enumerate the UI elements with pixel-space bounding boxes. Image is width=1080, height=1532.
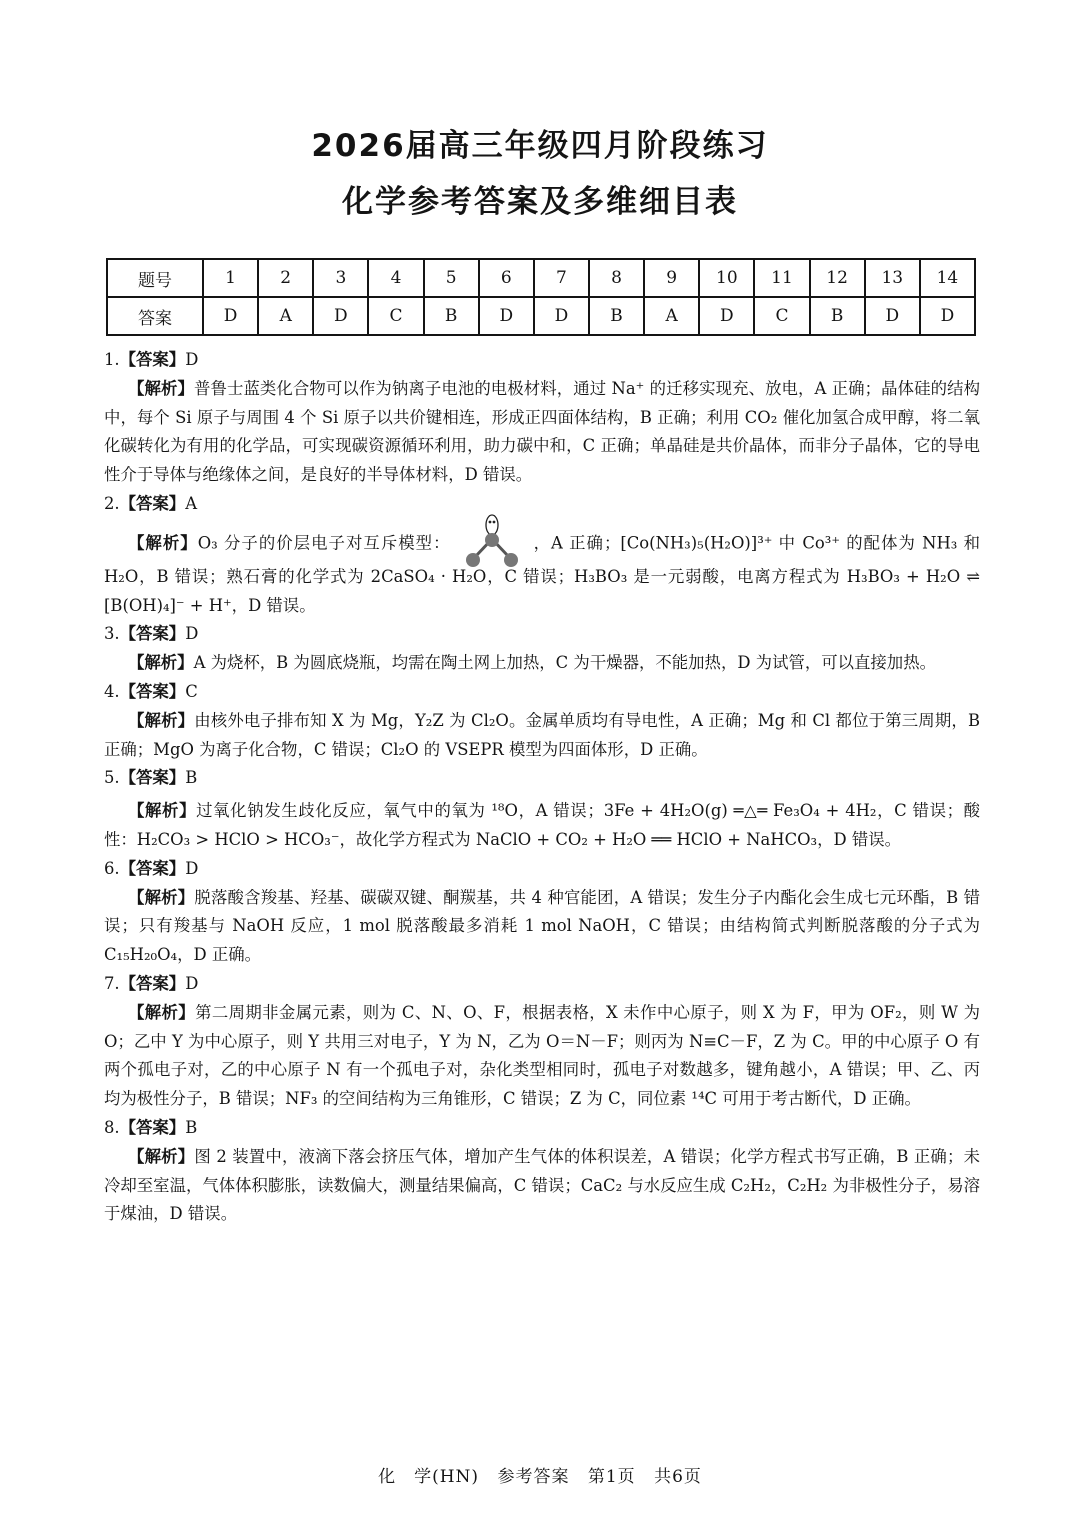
answer-cell: C: [754, 297, 809, 335]
answer-tag: 【答案】: [119, 858, 186, 878]
analysis-tag: 【解析】: [128, 653, 194, 673]
analysis-tag: 【解析】: [128, 887, 195, 907]
answer-tag: 【答案】: [119, 768, 186, 788]
analysis-line: [104, 884, 980, 970]
question-number: 13: [865, 259, 920, 297]
footer-subject: 化 学(HN): [378, 1467, 480, 1487]
analysis-tag: 【解析】: [128, 1146, 195, 1166]
page-title: 2026届高三年级四月阶段练习: [311, 128, 769, 164]
answer-line: [104, 855, 980, 884]
answer-value: D: [185, 973, 199, 993]
analysis-text: O₃ 分子的价层电子对互斥模型：: [197, 533, 451, 553]
answer-tag: 【答案】: [119, 1117, 186, 1137]
page-subtitle: 化学参考答案及多维细目表: [342, 184, 738, 220]
question-number: 3: [313, 259, 368, 297]
analysis-line: [104, 1143, 980, 1229]
answer-table-answer-row: [107, 297, 975, 335]
answer-cell: D: [479, 297, 534, 335]
question-num: 6.: [104, 858, 120, 878]
analysis-tag: 【解析】: [128, 710, 195, 730]
question-number: 1: [203, 259, 258, 297]
answer-cell: B: [424, 297, 479, 335]
answer-line: [104, 1114, 980, 1143]
question-num: 7.: [104, 973, 120, 993]
question-number: 6: [479, 259, 534, 297]
analysis-text-continued: ，A 正确；[Co(NH₃)₅(H₂O)]³⁺ 中 Co³⁺ 的配体为 NH₃ 和 H₂O，B 错误；熟石膏的化学式为 2CaSO₄ · H₂O，C 错误；H₃BO₃ 是一元弱酸，电离方程式为 H₃BO₃ + H₂O ⇌ [B(OH)₄]⁻ + H⁺，D 错误。: [104, 533, 981, 615]
question-num: 2.: [104, 493, 120, 513]
question-number: 7: [534, 259, 589, 297]
answer-value: D: [185, 350, 199, 369]
question-block: [104, 764, 980, 854]
analysis-text: 第二周期非金属元素，则为 C、N、O、F，根据表格，X 未作中心原子，则 X 为 F，甲为 OF₂，则 W 为 O；乙中 Y 为中心原子，则 Y 共用三对电子，Y 为 N，乙为 O＝N－F；则丙为 N≡C－F，Z 为 C。甲的中心原子 O 有两个孤电子对，乙的中心原子 N 有一个孤电子对，杂化类型相同时，孤电子对数越多，键角越小，A 错误；甲、乙、丙均为极性分子，B 错误；NF₃ 的空间结构为三角锥形，C 错误；Z 为 C，同位素 ¹⁴C 可用于考古断代，D 正确。: [104, 1002, 980, 1109]
question-block: [104, 620, 980, 678]
page-footer: [0, 1462, 1080, 1487]
question-number: 2: [258, 259, 313, 297]
answer-label: 答案: [107, 297, 203, 335]
answer-value: D: [185, 624, 199, 644]
question-block: [104, 678, 980, 764]
answer-value: D: [185, 858, 199, 878]
answer-value: B: [185, 1117, 198, 1137]
answer-cell: D: [313, 297, 368, 335]
question-number: 11: [754, 259, 809, 297]
answer-tag: 【答案】: [119, 973, 186, 993]
footer-page-number: 第1页: [587, 1467, 636, 1487]
answer-cell: A: [644, 297, 699, 335]
answer-cell: C: [368, 297, 423, 335]
answer-line: [104, 970, 980, 999]
question-block: [104, 346, 980, 490]
analysis-line: [104, 707, 980, 765]
analysis-text: 过氧化钠发生歧化反应，氧气中的氧为 ¹⁸O，A 错误；3Fe + 4H₂O(g) ═△═ Fe₃O₄ + 4H₂，C 错误；酸性：H₂CO₃ > HClO > HCO₃⁻，故化学方程式为 NaClO + CO₂ + H₂O ══ HClO + NaHCO₃，D 错误。: [104, 801, 981, 849]
question-block: [104, 970, 980, 1114]
answer-table-header-row: [107, 259, 975, 297]
answer-cell: D: [920, 297, 975, 335]
analysis-text: A 为烧杯，B 为圆底烧瓶，均需在陶土网上加热，C 为干燥器，不能加热，D 为试管，可以直接加热。: [193, 653, 936, 673]
answer-cell: D: [865, 297, 920, 335]
answer-value: C: [185, 681, 198, 701]
answer-line: [104, 490, 980, 519]
analysis-line: [104, 999, 980, 1114]
analysis-text: 图 2 装置中，液滴下落会挤压气体，增加产生气体的体积误差，A 错误；化学方程式书写正确，B 正确；未冷却至室温，气体体积膨胀，读数偏大，测量结果偏高，C 错误；CaC₂ 与水反应生成 C₂H₂，C₂H₂ 为非极性分子，易溶于煤油，D 错误。: [104, 1146, 980, 1224]
question-num: 1.: [104, 350, 120, 369]
analysis-tag: 【解析】: [128, 378, 194, 398]
question-num: 4.: [104, 681, 120, 701]
analysis-tag: 【解析】: [128, 1002, 196, 1022]
answer-tag: 【答案】: [119, 350, 186, 369]
question-number: 8: [589, 259, 644, 297]
explanations: [104, 346, 980, 1229]
question-number: 10: [699, 259, 754, 297]
answer-line: [104, 764, 980, 793]
answer-cell: D: [699, 297, 754, 335]
footer-total-pages: 共6页: [654, 1467, 702, 1487]
question-block: [104, 855, 980, 970]
question-num: 5.: [104, 768, 120, 788]
answer-value: A: [185, 493, 198, 513]
answer-cell: A: [258, 297, 313, 335]
question-number: 4: [368, 259, 423, 297]
answer-cell: D: [203, 297, 258, 335]
question-number: 5: [424, 259, 479, 297]
analysis-line: [104, 525, 980, 621]
answer-tag: 【答案】: [119, 493, 186, 513]
analysis-text: 脱落酸含羧基、羟基、碳碳双键、酮羰基，共 4 种官能团，A 错误；发生分子内酯化会生成七元环酯，B 错误；只有羧基与 NaOH 反应，1 mol 脱落酸最多消耗 1 mol NaOH，C 错误；由结构简式判断脱落酸的分子式为 C₁₅H₂₀O₄，D 正确。: [104, 887, 980, 965]
answer-table: [106, 258, 976, 336]
footer-doc-type: 参考答案: [497, 1467, 570, 1487]
answer-line: [104, 678, 980, 707]
question-num: 3.: [104, 624, 120, 644]
analysis-text: 普鲁士蓝类化合物可以作为钠离子电池的电极材料，通过 Na⁺ 的迁移实现充、放电，A 正确；晶体硅的结构中，每个 Si 原子与周围 4 个 Si 原子以共价键相连，形成正四面体结构，B 正确；利用 CO₂ 催化加氢合成甲醇，将二氧化碳转化为有用的化学品，可实现碳资源循环利用，助力碳中和，C 正确；单晶硅是共价晶体，而非分子晶体，它的导电性介于导体与绝缘体之间，是良好的半导体材料，D 错误。: [104, 378, 981, 485]
answer-cell: B: [589, 297, 644, 335]
answer-cell: D: [534, 297, 589, 335]
o3-vsepr-model-diagram: [455, 513, 529, 573]
question-number: 12: [810, 259, 865, 297]
question-number: 14: [920, 259, 975, 297]
question-number-label: 题号: [107, 259, 203, 297]
answer-cell: B: [810, 297, 865, 335]
question-block: [104, 1114, 980, 1229]
analysis-tag: 【解析】: [128, 533, 198, 553]
answer-value: B: [185, 768, 198, 788]
question-num: 8.: [104, 1117, 120, 1137]
analysis-line: [104, 649, 980, 678]
answer-tag: 【答案】: [119, 624, 186, 644]
question-number: 9: [644, 259, 699, 297]
answer-line: [104, 620, 980, 649]
answer-line: [104, 346, 980, 375]
analysis-tag: 【解析】: [128, 801, 197, 821]
question-block: [104, 490, 980, 620]
analysis-text: 由核外电子排布知 X 为 Mg，Y₂Z 为 Cl₂O。金属单质均有导电性，A 正确；Mg 和 Cl 都位于第三周期，B 正确；MgO 为离子化合物，C 错误；Cl₂O 的 VSEPR 模型为四面体形，D 正确。: [104, 710, 981, 759]
answer-tag: 【答案】: [119, 681, 186, 701]
analysis-line: [104, 375, 980, 490]
analysis-line: [104, 797, 980, 855]
